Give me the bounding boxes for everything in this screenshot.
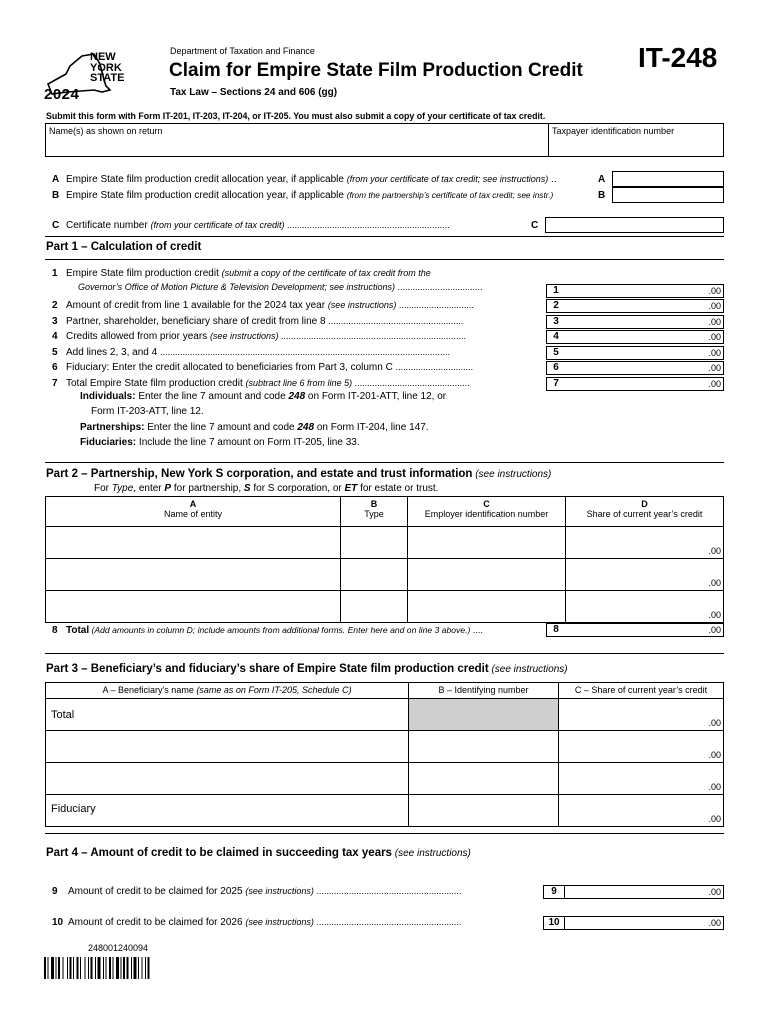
line-2-text: 2 Amount of credit from line 1 available for the 2024 tax year (see instructions) ..............................: [52, 300, 474, 311]
line-6-amount[interactable]: .00: [565, 361, 724, 375]
p3-share-input[interactable]: [558, 762, 724, 795]
line-a-input[interactable]: [612, 171, 724, 187]
part2-type-note: For Type, enter P for partnership, S for S corporation, or ET for estate or trust.: [94, 483, 439, 494]
p2-type-input[interactable]: [340, 558, 408, 591]
line-3-amount[interactable]: .00: [565, 315, 724, 329]
p2-col-b-header: B Type: [340, 496, 408, 527]
p2-ein-input[interactable]: [407, 526, 566, 559]
form-subtitle: Tax Law – Sections 24 and 606 (gg): [170, 87, 338, 98]
tin-field-label: Taxpayer identification number: [552, 126, 675, 136]
line-1-text-a: 1 Empire State film production credit (submit a copy of the certificate of tax credit from the: [52, 268, 431, 279]
instructions-individuals: Individuals: Enter the line 7 amount and code 248 on Form IT-201-ATT, line 12, or: [80, 391, 447, 402]
part2-title: Part 2 – Partnership, New York S corporation, and estate and trust information (see instructions): [46, 468, 552, 480]
p2-share-input[interactable]: [565, 526, 724, 559]
p3-identifying-number-input[interactable]: [408, 762, 559, 795]
line-10-amount[interactable]: .00: [565, 916, 724, 930]
line-6-number-box: 6: [546, 361, 566, 375]
line-c-box-label: C: [531, 220, 539, 231]
p3-beneficiary-name-input[interactable]: [45, 762, 409, 795]
nys-logo: [44, 50, 134, 104]
part1-title: Part 1 – Calculation of credit: [46, 241, 202, 253]
line-1-number-box: 1: [546, 284, 566, 298]
line-10-text: 10 Amount of credit to be claimed for 2026 (see instructions) ..........................................................: [52, 917, 462, 928]
line-9-amount[interactable]: .00: [565, 885, 724, 899]
p3-identifying-number-input: [408, 698, 559, 731]
p2-entity-name-input[interactable]: [45, 558, 341, 591]
line-3-number-box: 3: [546, 315, 566, 329]
name-field-label: Name(s) as shown on return: [49, 126, 163, 136]
line-5-amount[interactable]: .00: [565, 346, 724, 360]
form-number: IT-248: [638, 42, 718, 73]
form-code: 248001240094: [88, 943, 149, 953]
department-name: Department of Taxation and Finance: [170, 46, 315, 56]
tin-field[interactable]: [548, 123, 724, 157]
p3-share-amount: .00: [708, 814, 721, 824]
line-7-text: 7 Total Empire State film production credit (subtract line 6 from line 5) ..............................................: [52, 378, 470, 389]
line-4-amount[interactable]: .00: [565, 330, 724, 344]
p2-entity-name-input[interactable]: [45, 526, 341, 559]
p2-col-a-header: A Name of entity: [45, 496, 341, 527]
p2-ein-input[interactable]: [407, 590, 566, 623]
line-a: A Empire State film production credit allocation year, if applicable (from your certificate of tax credit; see instructions) ..: [52, 174, 557, 185]
p3-share-input[interactable]: [558, 698, 724, 731]
name-field[interactable]: [45, 123, 549, 157]
line-8-amount[interactable]: .00: [565, 623, 724, 637]
p3-identifying-number-input[interactable]: [408, 730, 559, 763]
p2-entity-name-input[interactable]: [45, 590, 341, 623]
line-b-input[interactable]: [612, 187, 724, 203]
p3-beneficiary-name-input[interactable]: [45, 794, 409, 827]
part4-title: Part 4 – Amount of credit to be claimed in succeeding tax years (see instructions): [46, 847, 471, 859]
form-title: Claim for Empire State Film Production Credit: [169, 60, 583, 81]
p3-share-amount: .00: [708, 782, 721, 792]
line-9-number-box: 9: [543, 885, 565, 899]
instructions-partnerships: Partnerships: Enter the line 7 amount and code 248 on Form IT-204, line 147.: [80, 422, 429, 433]
p2-share-input[interactable]: [565, 558, 724, 591]
p2-share-amount: .00: [708, 610, 721, 620]
p3-share-amount: .00: [708, 718, 721, 728]
line-7-number-box: 7: [546, 377, 566, 391]
line-4-text: 4 Credits allowed from prior years (see instructions) ..........................................................................: [52, 331, 467, 342]
line-8-number-box: 8: [546, 623, 566, 637]
line-2-number-box: 2: [546, 299, 566, 313]
submit-note: Submit this form with Form IT-201, IT-203, IT-204, or IT-205. You must also submit a copy of your certificate of tax credit.: [46, 111, 546, 121]
p3-share-amount: .00: [708, 750, 721, 760]
line-c-input[interactable]: [545, 217, 724, 233]
tax-year: 2024: [44, 86, 80, 103]
logo-word-3: STATE: [90, 72, 125, 84]
line-a-box-label: A: [598, 174, 606, 185]
line-10-number-box: 10: [543, 916, 565, 930]
p2-type-input[interactable]: [340, 526, 408, 559]
instructions-fiduciaries: Fiduciaries: Include the line 7 amount on Form IT-205, line 33.: [80, 437, 360, 448]
p3-row-label: Total: [51, 709, 75, 721]
line-1-text-b: Governor’s Office of Motion Picture & Television Development; see instructions) ..................................: [78, 282, 483, 292]
line-2-amount[interactable]: .00: [565, 299, 724, 313]
p3-col-c-header: C – Share of current year’s credit: [558, 682, 724, 699]
p2-share-amount: .00: [708, 546, 721, 556]
line-3-text: 3 Partner, shareholder, beneficiary share of credit from line 8 ......................................................: [52, 316, 464, 327]
p2-col-c-header: C Employer identification number: [407, 496, 566, 527]
line-1-amount[interactable]: .00: [565, 284, 724, 298]
p3-beneficiary-name-input[interactable]: [45, 730, 409, 763]
line-9-text: 9 Amount of credit to be claimed for 2025 (see instructions) ..........................................................: [52, 886, 462, 897]
instructions-individuals-2: Form IT-203-ATT, line 12.: [91, 406, 204, 417]
line-b: B Empire State film production credit allocation year, if applicable (from the partnership’s certificate of tax credit; see instr.): [52, 190, 554, 201]
p3-identifying-number-input[interactable]: [408, 794, 559, 827]
line-5-number-box: 5: [546, 346, 566, 360]
p3-share-input[interactable]: [558, 794, 724, 827]
line-7-amount[interactable]: .00: [565, 377, 724, 391]
barcode: [44, 957, 194, 979]
line-5-text: 5 Add lines 2, 3, and 4 ....................................................................................................................: [52, 347, 451, 358]
p2-share-input[interactable]: [565, 590, 724, 623]
p3-col-b-header: B – Identifying number: [408, 682, 559, 699]
line-6-text: 6 Fiduciary: Enter the credit allocated to beneficiaries from Part 3, column C ...............................: [52, 362, 474, 373]
line-4-number-box: 4: [546, 330, 566, 344]
p3-col-a-header: A – Beneficiary’s name (same as on Form IT-205, Schedule C): [45, 682, 409, 699]
barcode-icon: [44, 957, 194, 979]
logo-word-1: NEW: [90, 51, 116, 63]
p2-ein-input[interactable]: [407, 558, 566, 591]
line-8: 8 Total (Add amounts in column D; include amounts from additional forms. Enter here and on line 3 above.) ....: [52, 625, 483, 636]
part3-title: Part 3 – Beneficiary’s and fiduciary’s share of Empire State film production credit (see instructions): [46, 663, 568, 675]
line-b-box-label: B: [598, 190, 606, 201]
p3-share-input[interactable]: [558, 730, 724, 763]
p2-share-amount: .00: [708, 578, 721, 588]
p2-type-input[interactable]: [340, 590, 408, 623]
p2-col-d-header: D Share of current year’s credit: [565, 496, 724, 527]
p3-row-label: Fiduciary: [51, 803, 96, 815]
logo-word-2: YORK: [90, 61, 122, 74]
line-c: C Certificate number (from your certificate of tax credit) .................................................................: [52, 220, 450, 231]
p3-beneficiary-name-input[interactable]: [45, 698, 409, 731]
